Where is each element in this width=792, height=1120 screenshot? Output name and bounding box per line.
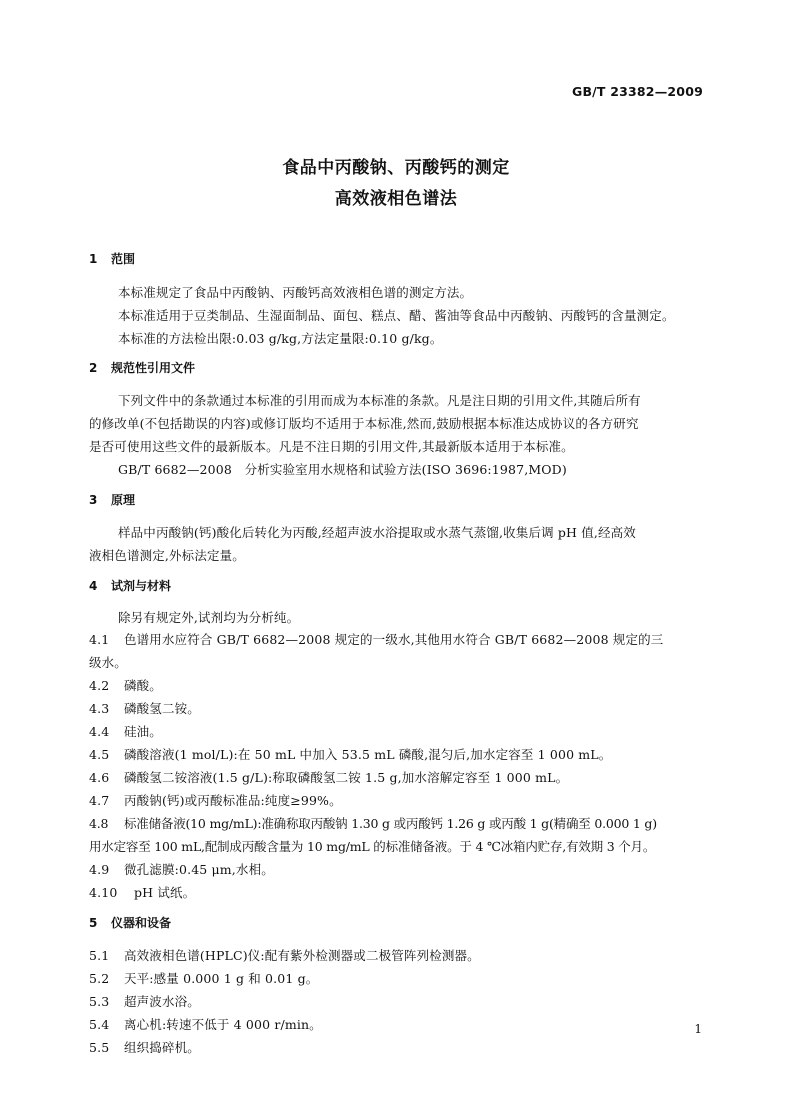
item-text: 高效液相色谱(HPLC)仪:配有紫外检测器或二极管阵列检测器。 (124, 948, 480, 963)
section-heading-principle (89, 491, 135, 508)
list-item (89, 883, 709, 901)
item-text: 磷酸。 (124, 678, 162, 693)
item-number: 4.8 (89, 816, 109, 831)
paragraph-line: 的修改单(不包括勘误的内容)或修订版均不适用于本标准,然而,鼓励根据本标准达成协议的各方研究 (89, 416, 639, 431)
paragraph: 本标准规定了食品中丙酸钠、丙酸钙高效液相色谱的测定方法。 (118, 285, 473, 300)
section-heading-normative-references (89, 359, 195, 376)
item-number: 4.10 (89, 885, 118, 900)
list-item (89, 699, 709, 717)
document-subtitle: 高效液相色谱法 (334, 189, 458, 209)
list-item (89, 1038, 709, 1056)
item-text: 标准储备液(10 mg/mL):准确称取丙酸钠 1.30 g 或丙酸钙 1.26 g 或丙酸 1 g(精确至 0.000 1 g) (124, 816, 657, 831)
section-number: 1 (89, 252, 98, 266)
paragraph-line: 液相色谱测定,外标法定量。 (89, 548, 245, 563)
item-text: 组织捣碎机。 (124, 1040, 200, 1055)
list-item (89, 791, 709, 809)
item-number: 5.1 (89, 948, 110, 963)
paragraph: 本标准适用于豆类制品、生湿面制品、面包、糕点、醋、酱油等食品中丙酸钠、丙酸钙的含量测定。 (118, 308, 675, 323)
item-number: 5.3 (89, 994, 110, 1009)
section-title: 规范性引用文件 (111, 361, 196, 375)
page-number: 1 (694, 1022, 702, 1036)
list-item-continuation: 用水定容至 100 mL,配制成丙酸含量为 10 mg/mL 的标准储备液。于 4 ℃冰箱内贮存,有效期 3 个月。 (89, 839, 656, 854)
section-heading-scope (89, 250, 135, 267)
section-heading-apparatus (89, 914, 171, 931)
list-item (89, 768, 709, 786)
paragraph-line: 样品中丙酸钠(钙)酸化后转化为丙酸,经超声波水浴提取或水蒸气蒸馏,收集后调 pH 值,经高效 (118, 525, 636, 540)
item-number: 4.2 (89, 678, 110, 693)
item-text: 磷酸溶液(1 mol/L):在 50 mL 中加入 53.5 mL 磷酸,混匀后,加水定容至 1 000 mL。 (124, 747, 612, 762)
item-number: 4.6 (89, 770, 110, 785)
item-number: 4.3 (89, 701, 110, 716)
list-item (89, 722, 709, 740)
item-number: 4.9 (89, 862, 110, 877)
list-item (89, 676, 709, 694)
item-number: 4.7 (89, 793, 110, 808)
item-number: 4.4 (89, 724, 110, 739)
section-title: 原理 (111, 493, 136, 507)
paragraph-line: 下列文件中的条款通过本标准的引用而成为本标准的条款。凡是注日期的引用文件,其随后所有 (118, 393, 641, 408)
reference-entry: GB/T 6682—2008 分析实验室用水规格和试验方法(ISO 3696:1987,MOD) (118, 462, 567, 477)
item-number: 4.5 (89, 747, 110, 762)
item-text: 丙酸钠(钙)或丙酸标准品:纯度≥99%。 (124, 793, 342, 808)
item-text: 微孔滤膜:0.45 μm,水相。 (124, 862, 274, 877)
item-text: 色谱用水应符合 GB/T 6682—2008 规定的一级水,其他用水符合 GB/T 6682—2008 规定的三 (124, 632, 664, 647)
document-title: 食品中丙酸钠、丙酸钙的测定 (282, 158, 510, 178)
list-item-continuation: 级水。 (89, 655, 127, 670)
item-text: 磷酸氢二铵。 (124, 701, 200, 716)
item-number: 5.4 (89, 1017, 110, 1032)
item-text: 离心机:转速不低于 4 000 r/min。 (124, 1017, 322, 1032)
list-item (89, 1015, 709, 1033)
item-number: 5.5 (89, 1040, 110, 1055)
item-text: 硅油。 (124, 724, 162, 739)
paragraph: 除另有规定外,试剂均为分析纯。 (118, 610, 300, 625)
item-text: 天平:感量 0.000 1 g 和 0.01 g。 (124, 971, 319, 986)
item-number: 4.1 (89, 632, 110, 647)
section-title: 范围 (111, 252, 136, 266)
paragraph-line: 是否可使用这些文件的最新版本。凡是不注日期的引用文件,其最新版本适用于本标准。 (89, 439, 574, 454)
item-text: 超声波水浴。 (124, 994, 200, 1009)
list-item (89, 745, 709, 763)
item-text: 磷酸氢二铵溶液(1.5 g/L):称取磷酸氢二铵 1.5 g,加水溶解定容至 1 000 mL。 (124, 770, 569, 785)
section-title: 仪器和设备 (111, 916, 172, 930)
item-number: 5.2 (89, 971, 110, 986)
standard-code: GB/T 23382—2009 (571, 84, 703, 99)
item-text: pH 试纸。 (134, 885, 196, 900)
section-number: 5 (89, 916, 98, 930)
list-item (89, 814, 709, 832)
section-number: 3 (89, 493, 98, 507)
list-item (89, 630, 709, 648)
list-item (89, 969, 709, 987)
section-number: 2 (89, 361, 98, 375)
list-item (89, 946, 709, 964)
paragraph: 本标准的方法检出限:0.03 g/kg,方法定量限:0.10 g/kg。 (118, 331, 443, 346)
section-heading-reagents (89, 577, 171, 594)
section-number: 4 (89, 579, 98, 593)
list-item (89, 860, 709, 878)
section-title: 试剂与材料 (111, 579, 172, 593)
list-item (89, 992, 709, 1010)
